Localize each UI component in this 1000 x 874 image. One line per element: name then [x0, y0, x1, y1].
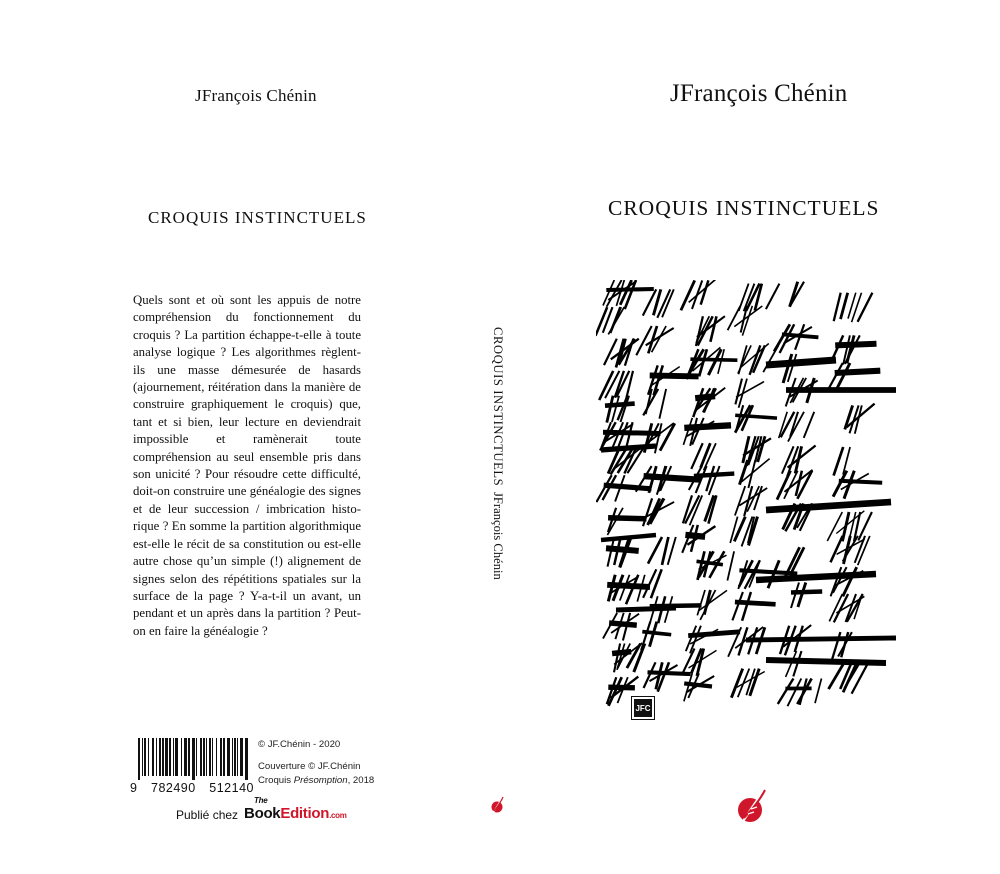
- barcode-bar: [200, 738, 202, 776]
- barcode-bar: [220, 738, 222, 776]
- ink-stroke: [603, 432, 661, 433]
- ink-stroke: [798, 583, 806, 608]
- ink-stroke: [616, 608, 676, 610]
- barcode-bar: [209, 738, 211, 776]
- publisher-prefix: Publié chez: [176, 808, 239, 822]
- ink-stroke: [728, 306, 741, 330]
- ink-stroke: [648, 537, 662, 564]
- ink-stroke: [841, 293, 848, 319]
- barcode-bar: [156, 738, 157, 776]
- front-cover-title: CROQUIS INSTINCTUELS: [608, 196, 880, 220]
- isbn-number: [130, 781, 254, 795]
- ink-stroke: [831, 536, 843, 562]
- ink-stroke: [742, 592, 751, 621]
- isbn-left-digits: 782490: [151, 781, 196, 795]
- ink-stroke: [735, 415, 777, 418]
- barcode-bar: [138, 738, 140, 780]
- barcode-bar: [203, 738, 205, 776]
- credits-block: [258, 738, 374, 787]
- barcode-bar: [181, 738, 182, 776]
- ink-stroke: [662, 537, 668, 565]
- isbn-first-digit: 9: [130, 781, 138, 795]
- ink-stroke: [783, 354, 792, 383]
- front-cover-author: JFrançois Chénin: [670, 80, 848, 107]
- barcode-bar: [144, 738, 146, 776]
- publisher-line: [176, 796, 347, 822]
- ink-stroke: [827, 512, 842, 541]
- spine-quill-feather-icon: [490, 796, 504, 821]
- barcode-bar: [245, 738, 248, 780]
- ink-stroke: [804, 412, 815, 438]
- ink-stroke: [766, 360, 836, 365]
- ink-stroke: [644, 662, 656, 688]
- barcode-bar: [237, 738, 238, 776]
- barcode-bar: [234, 738, 236, 776]
- back-cover-author: JFrançois Chénin: [195, 86, 317, 105]
- ink-stroke: [834, 447, 844, 476]
- barcode-bar: [212, 738, 213, 776]
- barcode-bar: [196, 738, 197, 776]
- cover-credit-line: Couverture © JF.Chénin: [258, 760, 361, 772]
- barcode-bar: [165, 738, 168, 776]
- spine-title: CROQUIS INSTINCTUELS: [491, 327, 505, 487]
- back-cover-blurb: Quels sont et où sont les appuis de notre compréhension du fonctionnement du croquis ? La partition échappe-t-elle à toute analyse logique ? Les algorithmes règlent-ils une masse démesurée de hasards (ajournement, réitération dans la manière de construire graphiquement le croquis) que, tant et si bien, leur lecture en deviendrait impossible et ramènerait toute compréhension au seul ensemble pris dans son unicité ? Pour résoudre cette difficulté, doit-on construire une généalogie des signes et de leur succession / imbrication historique ? En somme la partition algorithmique est-elle le récit de sa constitution ou est-elle autre chose qu’un simple (!) alignement de signes selon des répétitions spatiales sur la surface de la page ? Y-a-t-il un avant, un pendant et un après dans la partition ? Peut-on en faire la généalogie ?: [133, 293, 361, 638]
- ink-stroke: [735, 486, 745, 515]
- ink-stroke: [777, 471, 791, 500]
- back-cover-title: CROQUIS INSTINCTUELS: [148, 208, 367, 227]
- ink-stroke: [735, 602, 776, 604]
- ink-stroke: [651, 569, 662, 598]
- ink-stroke: [815, 679, 822, 704]
- ink-stroke: [686, 626, 696, 652]
- barcode-bar: [152, 738, 154, 776]
- ink-stroke: [727, 551, 734, 580]
- barcode-bar: [175, 738, 178, 776]
- spine-author: JFrançois Chénin: [491, 492, 505, 580]
- ink-stroke: [688, 632, 740, 636]
- barcode-bar: [188, 738, 190, 776]
- ink-stroke: [694, 474, 734, 476]
- ink-stroke: [668, 537, 676, 565]
- barcode-bar: [206, 738, 207, 776]
- ink-stroke: [732, 592, 743, 620]
- ink-stroke: [766, 502, 891, 510]
- ink-stroke: [596, 307, 607, 336]
- ink-stroke: [766, 284, 780, 310]
- ink-stroke: [604, 339, 617, 365]
- ink-stroke: [746, 638, 896, 640]
- ink-stroke: [839, 481, 882, 483]
- barcode-bar: [148, 738, 149, 776]
- ink-stroke: [601, 535, 656, 540]
- artist-monogram: JFC: [632, 697, 654, 719]
- ink-stroke: [606, 289, 654, 290]
- ink-stroke: [608, 538, 615, 566]
- ink-stroke: [648, 672, 691, 674]
- ink-stroke: [843, 447, 850, 475]
- ink-stroke: [731, 669, 742, 698]
- ink-stroke: [643, 569, 656, 598]
- ink-stroke: [650, 375, 699, 376]
- ink-stroke: [782, 446, 794, 473]
- barcode-bar: [173, 738, 174, 776]
- ink-stroke: [706, 466, 714, 491]
- cover-ink-drawing: [596, 280, 901, 720]
- barcode-bar: [240, 738, 243, 776]
- barcode-bar: [184, 738, 187, 776]
- ink-stroke: [835, 371, 881, 373]
- barcode-bar: [223, 738, 225, 776]
- publisher-brand-logo: The BookEdition.com: [244, 796, 347, 822]
- copyright-line: © JF.Chénin - 2020: [258, 739, 341, 750]
- barcode-bar: [142, 738, 143, 776]
- ink-stroke: [601, 446, 656, 450]
- front-quill-feather-icon: [734, 788, 768, 833]
- barcode-bar: [169, 738, 171, 776]
- barcode-bar: [159, 738, 161, 776]
- barcode-bar: [232, 738, 233, 776]
- barcode-bar: [162, 738, 164, 776]
- cover-artwork-line: Croquis Présomption, 2018: [258, 774, 375, 786]
- barcode-bar: [227, 738, 230, 776]
- barcode-bar: [216, 738, 217, 776]
- isbn-right-digits: 512140: [209, 781, 254, 795]
- ink-stroke: [766, 660, 886, 663]
- barcode-bar: [192, 738, 195, 780]
- ink-stroke: [659, 389, 666, 419]
